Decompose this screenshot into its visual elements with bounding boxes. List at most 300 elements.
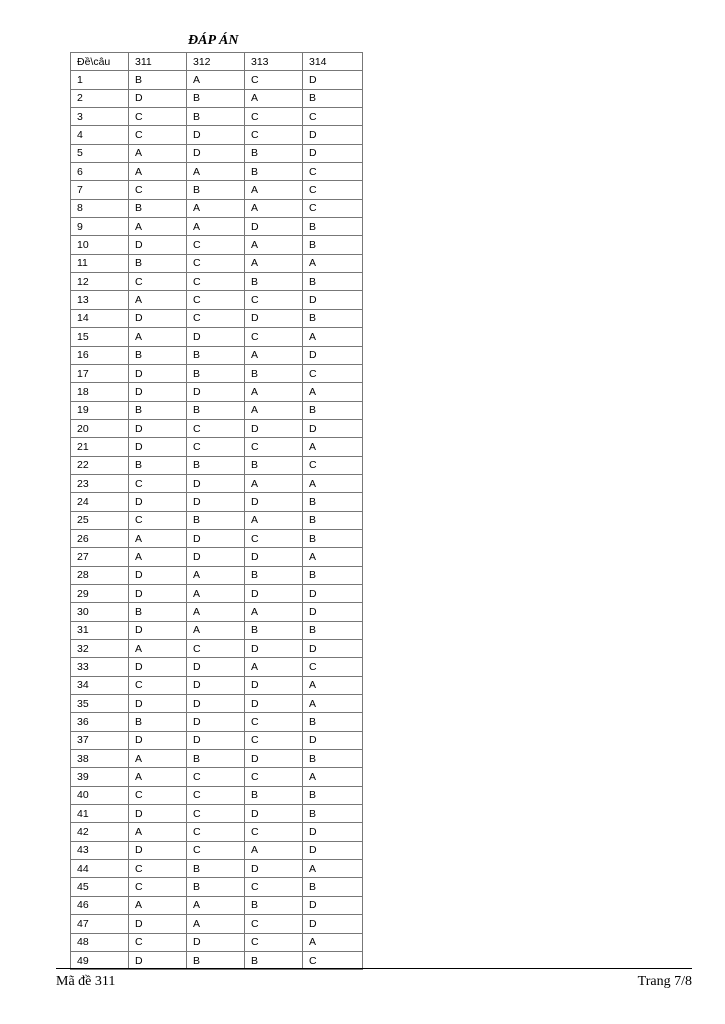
table-cell: D bbox=[303, 291, 363, 309]
table-row-label: 10 bbox=[71, 236, 129, 254]
table-cell: A bbox=[245, 511, 303, 529]
table-cell: A bbox=[245, 199, 303, 217]
table-cell: A bbox=[187, 199, 245, 217]
table-cell: B bbox=[245, 951, 303, 969]
table-cell: D bbox=[129, 951, 187, 969]
table-cell: A bbox=[245, 603, 303, 621]
table-row bbox=[71, 548, 363, 566]
table-row bbox=[71, 383, 363, 401]
table-cell: C bbox=[245, 291, 303, 309]
table-cell: B bbox=[303, 805, 363, 823]
table-cell: D bbox=[303, 841, 363, 859]
table-row-label: 48 bbox=[71, 933, 129, 951]
table-cell: D bbox=[187, 695, 245, 713]
table-cell: A bbox=[303, 474, 363, 492]
table-cell: A bbox=[129, 768, 187, 786]
table-cell: B bbox=[187, 401, 245, 419]
table-row bbox=[71, 841, 363, 859]
table-row bbox=[71, 108, 363, 126]
table-cell: C bbox=[245, 126, 303, 144]
table-cell: C bbox=[129, 126, 187, 144]
table-cell: B bbox=[303, 401, 363, 419]
table-cell: D bbox=[187, 548, 245, 566]
table-cell: B bbox=[303, 713, 363, 731]
table-cell: D bbox=[187, 676, 245, 694]
table-row bbox=[71, 878, 363, 896]
table-row-label: 47 bbox=[71, 915, 129, 933]
table-cell: C bbox=[245, 933, 303, 951]
table-cell: A bbox=[187, 896, 245, 914]
table-row bbox=[71, 493, 363, 511]
table-cell: A bbox=[245, 346, 303, 364]
table-cell: A bbox=[129, 218, 187, 236]
table-cell: C bbox=[129, 181, 187, 199]
table-row bbox=[71, 951, 363, 969]
table-cell: C bbox=[129, 511, 187, 529]
table-cell: D bbox=[245, 493, 303, 511]
table-cell: C bbox=[129, 474, 187, 492]
table-cell: B bbox=[303, 236, 363, 254]
table-cell: C bbox=[187, 841, 245, 859]
table-cell: C bbox=[187, 309, 245, 327]
page-title: ĐÁP ÁN bbox=[188, 33, 239, 48]
table-cell: B bbox=[129, 199, 187, 217]
table-cell: A bbox=[187, 163, 245, 181]
table-cell: B bbox=[187, 951, 245, 969]
table-cell: D bbox=[303, 823, 363, 841]
table-row-label: 19 bbox=[71, 401, 129, 419]
table-cell: B bbox=[303, 566, 363, 584]
table-row-label: 40 bbox=[71, 786, 129, 804]
table-row-label: 28 bbox=[71, 566, 129, 584]
table-row bbox=[71, 328, 363, 346]
table-cell: D bbox=[129, 364, 187, 382]
table-row bbox=[71, 786, 363, 804]
table-cell: D bbox=[187, 493, 245, 511]
table-row-label: 17 bbox=[71, 364, 129, 382]
table-cell: 313 bbox=[245, 53, 303, 71]
table-cell: B bbox=[245, 566, 303, 584]
table-cell: B bbox=[303, 786, 363, 804]
table-cell: C bbox=[187, 291, 245, 309]
table-cell: D bbox=[129, 438, 187, 456]
table-row-label: 2 bbox=[71, 89, 129, 107]
table-cell: A bbox=[129, 548, 187, 566]
table-cell: C bbox=[187, 768, 245, 786]
table-cell: D bbox=[129, 695, 187, 713]
table-cell: C bbox=[245, 529, 303, 547]
table-cell: D bbox=[303, 731, 363, 749]
table-cell: D bbox=[129, 584, 187, 602]
table-row bbox=[71, 621, 363, 639]
table-row-label: 46 bbox=[71, 896, 129, 914]
table-cell: D bbox=[187, 126, 245, 144]
table-cell: C bbox=[245, 108, 303, 126]
answer-key-table-body bbox=[71, 53, 363, 970]
table-cell: D bbox=[303, 640, 363, 658]
table-row-label: 35 bbox=[71, 695, 129, 713]
table-row-label: 11 bbox=[71, 254, 129, 272]
table-row bbox=[71, 658, 363, 676]
table-cell: C bbox=[129, 933, 187, 951]
table-cell: D bbox=[129, 309, 187, 327]
table-cell: A bbox=[303, 254, 363, 272]
table-cell: D bbox=[245, 419, 303, 437]
table-cell: C bbox=[129, 878, 187, 896]
table-cell: A bbox=[187, 218, 245, 236]
table-row-label: 15 bbox=[71, 328, 129, 346]
table-row bbox=[71, 529, 363, 547]
table-row-label: 32 bbox=[71, 640, 129, 658]
table-row bbox=[71, 163, 363, 181]
table-row bbox=[71, 291, 363, 309]
table-cell: C bbox=[245, 878, 303, 896]
table-cell: D bbox=[245, 805, 303, 823]
table-cell: D bbox=[303, 126, 363, 144]
table-cell: B bbox=[245, 144, 303, 162]
table-row bbox=[71, 750, 363, 768]
table-cell: B bbox=[129, 254, 187, 272]
table-row-label: 20 bbox=[71, 419, 129, 437]
table-row bbox=[71, 805, 363, 823]
table-cell: B bbox=[303, 218, 363, 236]
table-row-label: 37 bbox=[71, 731, 129, 749]
table-cell: B bbox=[187, 456, 245, 474]
table-cell: D bbox=[187, 731, 245, 749]
table-row-label: 7 bbox=[71, 181, 129, 199]
table-cell: D bbox=[187, 328, 245, 346]
table-row-label: 41 bbox=[71, 805, 129, 823]
table-cell: D bbox=[303, 144, 363, 162]
table-row bbox=[71, 768, 363, 786]
table-cell: A bbox=[245, 383, 303, 401]
table-cell: B bbox=[129, 603, 187, 621]
table-row-label: 3 bbox=[71, 108, 129, 126]
table-row-label: 24 bbox=[71, 493, 129, 511]
table-row-label: 4 bbox=[71, 126, 129, 144]
table-row bbox=[71, 236, 363, 254]
table-cell: B bbox=[187, 364, 245, 382]
table-cell: B bbox=[187, 511, 245, 529]
table-cell: C bbox=[245, 731, 303, 749]
table-cell: B bbox=[303, 621, 363, 639]
table-cell: D bbox=[129, 236, 187, 254]
table-row-label: 44 bbox=[71, 860, 129, 878]
table-row-label: 5 bbox=[71, 144, 129, 162]
table-cell: A bbox=[303, 768, 363, 786]
footer-page-number: Trang 7/8 bbox=[637, 974, 692, 989]
answer-key-table bbox=[70, 52, 363, 970]
table-cell: C bbox=[129, 273, 187, 291]
table-cell: B bbox=[187, 750, 245, 768]
table-cell: C bbox=[245, 823, 303, 841]
table-cell: C bbox=[303, 199, 363, 217]
table-cell: B bbox=[303, 878, 363, 896]
table-row bbox=[71, 419, 363, 437]
table-cell: D bbox=[303, 603, 363, 621]
table-cell: A bbox=[187, 915, 245, 933]
table-cell: D bbox=[187, 529, 245, 547]
table-row bbox=[71, 346, 363, 364]
table-row bbox=[71, 823, 363, 841]
table-cell: D bbox=[187, 383, 245, 401]
table-cell: A bbox=[245, 181, 303, 199]
table-cell: A bbox=[303, 860, 363, 878]
table-cell: C bbox=[129, 860, 187, 878]
table-cell: C bbox=[129, 786, 187, 804]
table-row bbox=[71, 731, 363, 749]
table-cell: C bbox=[245, 768, 303, 786]
table-row-label: 12 bbox=[71, 273, 129, 291]
table-row bbox=[71, 89, 363, 107]
table-cell: D bbox=[129, 383, 187, 401]
table-row bbox=[71, 218, 363, 236]
table-cell: C bbox=[187, 419, 245, 437]
table-row-label: 39 bbox=[71, 768, 129, 786]
table-cell: A bbox=[303, 548, 363, 566]
table-cell: B bbox=[187, 346, 245, 364]
table-cell: A bbox=[187, 566, 245, 584]
table-cell: B bbox=[129, 346, 187, 364]
table-cell: C bbox=[303, 163, 363, 181]
table-cell: D bbox=[129, 915, 187, 933]
table-cell: A bbox=[129, 896, 187, 914]
table-row bbox=[71, 474, 363, 492]
table-row-label: 38 bbox=[71, 750, 129, 768]
table-row bbox=[71, 254, 363, 272]
table-cell: B bbox=[245, 896, 303, 914]
table-cell: B bbox=[187, 108, 245, 126]
table-cell: D bbox=[129, 731, 187, 749]
table-cell: A bbox=[245, 474, 303, 492]
table-cell: B bbox=[303, 511, 363, 529]
table-row-label: 27 bbox=[71, 548, 129, 566]
table-cell: B bbox=[129, 713, 187, 731]
table-row bbox=[71, 584, 363, 602]
table-cell: D bbox=[303, 71, 363, 89]
table-row bbox=[71, 144, 363, 162]
table-cell: A bbox=[187, 621, 245, 639]
table-row bbox=[71, 511, 363, 529]
table-cell: C bbox=[303, 658, 363, 676]
table-cell: D bbox=[245, 860, 303, 878]
table-cell: A bbox=[245, 236, 303, 254]
table-cell: D bbox=[245, 750, 303, 768]
table-cell: C bbox=[187, 640, 245, 658]
table-cell: A bbox=[245, 401, 303, 419]
table-cell: D bbox=[187, 713, 245, 731]
table-row bbox=[71, 309, 363, 327]
table-cell: A bbox=[303, 438, 363, 456]
table-cell: A bbox=[303, 676, 363, 694]
table-cell: D bbox=[245, 584, 303, 602]
table-cell: C bbox=[303, 456, 363, 474]
table-cell: C bbox=[303, 108, 363, 126]
table-cell: A bbox=[245, 254, 303, 272]
table-cell: B bbox=[245, 163, 303, 181]
table-row bbox=[71, 456, 363, 474]
table-cell: A bbox=[129, 328, 187, 346]
table-cell: B bbox=[303, 309, 363, 327]
table-row-label: 33 bbox=[71, 658, 129, 676]
table-cell: B bbox=[303, 750, 363, 768]
table-cell: B bbox=[245, 456, 303, 474]
table-row bbox=[71, 603, 363, 621]
table-cell: D bbox=[245, 640, 303, 658]
table-cell: D bbox=[129, 419, 187, 437]
table-cell: D bbox=[129, 493, 187, 511]
table-row-label: 36 bbox=[71, 713, 129, 731]
table-cell: D bbox=[187, 474, 245, 492]
table-cell: C bbox=[303, 364, 363, 382]
table-cell: 312 bbox=[187, 53, 245, 71]
table-row bbox=[71, 199, 363, 217]
table-row bbox=[71, 273, 363, 291]
table-cell: D bbox=[245, 309, 303, 327]
table-cell: C bbox=[187, 823, 245, 841]
table-cell: C bbox=[187, 786, 245, 804]
table-cell: B bbox=[187, 878, 245, 896]
table-cell: A bbox=[187, 71, 245, 89]
table-row-label: 49 bbox=[71, 951, 129, 969]
table-cell: A bbox=[303, 383, 363, 401]
table-row-label: 9 bbox=[71, 218, 129, 236]
table-cell: A bbox=[129, 163, 187, 181]
table-cell: D bbox=[187, 933, 245, 951]
table-cell: D bbox=[245, 676, 303, 694]
table-row-label: 31 bbox=[71, 621, 129, 639]
table-cell: B bbox=[245, 273, 303, 291]
table-cell: A bbox=[129, 144, 187, 162]
table-cell: D bbox=[245, 548, 303, 566]
table-row-label: 6 bbox=[71, 163, 129, 181]
table-row-label: 42 bbox=[71, 823, 129, 841]
table-row bbox=[71, 713, 363, 731]
table-cell: C bbox=[187, 805, 245, 823]
table-cell: A bbox=[129, 291, 187, 309]
table-cell: A bbox=[303, 933, 363, 951]
table-cell: C bbox=[303, 951, 363, 969]
table-cell: A bbox=[303, 328, 363, 346]
table-cell: A bbox=[129, 640, 187, 658]
table-row-label: 29 bbox=[71, 584, 129, 602]
table-cell: C bbox=[187, 273, 245, 291]
table-row bbox=[71, 676, 363, 694]
table-cell: C bbox=[245, 328, 303, 346]
table-cell: A bbox=[129, 529, 187, 547]
table-cell: B bbox=[129, 401, 187, 419]
table-cell: C bbox=[187, 236, 245, 254]
table-row bbox=[71, 364, 363, 382]
table-cell: C bbox=[245, 71, 303, 89]
table-cell: B bbox=[303, 493, 363, 511]
table-row-label: 14 bbox=[71, 309, 129, 327]
table-cell: D bbox=[129, 621, 187, 639]
table-row-label: 26 bbox=[71, 529, 129, 547]
table-cell: D bbox=[303, 584, 363, 602]
table-row-label: 1 bbox=[71, 71, 129, 89]
table-row bbox=[71, 933, 363, 951]
table-cell: B bbox=[245, 364, 303, 382]
table-cell: C bbox=[187, 254, 245, 272]
table-cell: 314 bbox=[303, 53, 363, 71]
table-row bbox=[71, 915, 363, 933]
table-row bbox=[71, 438, 363, 456]
table-cell: A bbox=[187, 603, 245, 621]
table-cell: D bbox=[303, 915, 363, 933]
table-row-label: 23 bbox=[71, 474, 129, 492]
table-cell: C bbox=[129, 676, 187, 694]
table-cell: A bbox=[303, 695, 363, 713]
table-cell: D bbox=[129, 841, 187, 859]
table-cell: D bbox=[187, 658, 245, 676]
table-cell: D bbox=[129, 89, 187, 107]
table-cell: B bbox=[245, 621, 303, 639]
table-row bbox=[71, 566, 363, 584]
table-cell: C bbox=[129, 108, 187, 126]
table-cell: B bbox=[187, 89, 245, 107]
table-cell: B bbox=[303, 273, 363, 291]
table-cell: C bbox=[245, 438, 303, 456]
table-cell: B bbox=[245, 786, 303, 804]
table-cell: A bbox=[129, 823, 187, 841]
table-row-label: 45 bbox=[71, 878, 129, 896]
table-row-label: 25 bbox=[71, 511, 129, 529]
table-row bbox=[71, 896, 363, 914]
table-cell: C bbox=[187, 438, 245, 456]
table-row-label: 30 bbox=[71, 603, 129, 621]
table-row-label: 43 bbox=[71, 841, 129, 859]
table-row bbox=[71, 126, 363, 144]
table-cell: A bbox=[187, 584, 245, 602]
table-header-row bbox=[71, 53, 363, 71]
table-row bbox=[71, 181, 363, 199]
table-cell: B bbox=[187, 860, 245, 878]
table-row bbox=[71, 860, 363, 878]
table-row bbox=[71, 695, 363, 713]
table-cell: B bbox=[129, 456, 187, 474]
table-cell: C bbox=[245, 915, 303, 933]
table-cell: D bbox=[187, 144, 245, 162]
table-cell: D bbox=[245, 695, 303, 713]
table-row-label: 34 bbox=[71, 676, 129, 694]
table-cell: A bbox=[245, 89, 303, 107]
table-cell: B bbox=[187, 181, 245, 199]
table-cell: A bbox=[245, 658, 303, 676]
table-cell: D bbox=[303, 346, 363, 364]
table-row bbox=[71, 401, 363, 419]
table-cell: D bbox=[129, 805, 187, 823]
footer-divider bbox=[56, 968, 692, 969]
table-row-label: 18 bbox=[71, 383, 129, 401]
footer-exam-code: Mã đề 311 bbox=[56, 974, 116, 989]
table-row-label: 13 bbox=[71, 291, 129, 309]
table-cell: A bbox=[129, 750, 187, 768]
table-row-label: 16 bbox=[71, 346, 129, 364]
table-cell: B bbox=[129, 71, 187, 89]
table-cell: C bbox=[245, 713, 303, 731]
table-row-label: 22 bbox=[71, 456, 129, 474]
table-cell: D bbox=[303, 419, 363, 437]
table-cell: B bbox=[303, 89, 363, 107]
table-cell: D bbox=[129, 566, 187, 584]
table-cell: D bbox=[303, 896, 363, 914]
table-row bbox=[71, 640, 363, 658]
table-row bbox=[71, 71, 363, 89]
table-cell: A bbox=[245, 841, 303, 859]
table-cell: B bbox=[303, 529, 363, 547]
table-row-label: 8 bbox=[71, 199, 129, 217]
